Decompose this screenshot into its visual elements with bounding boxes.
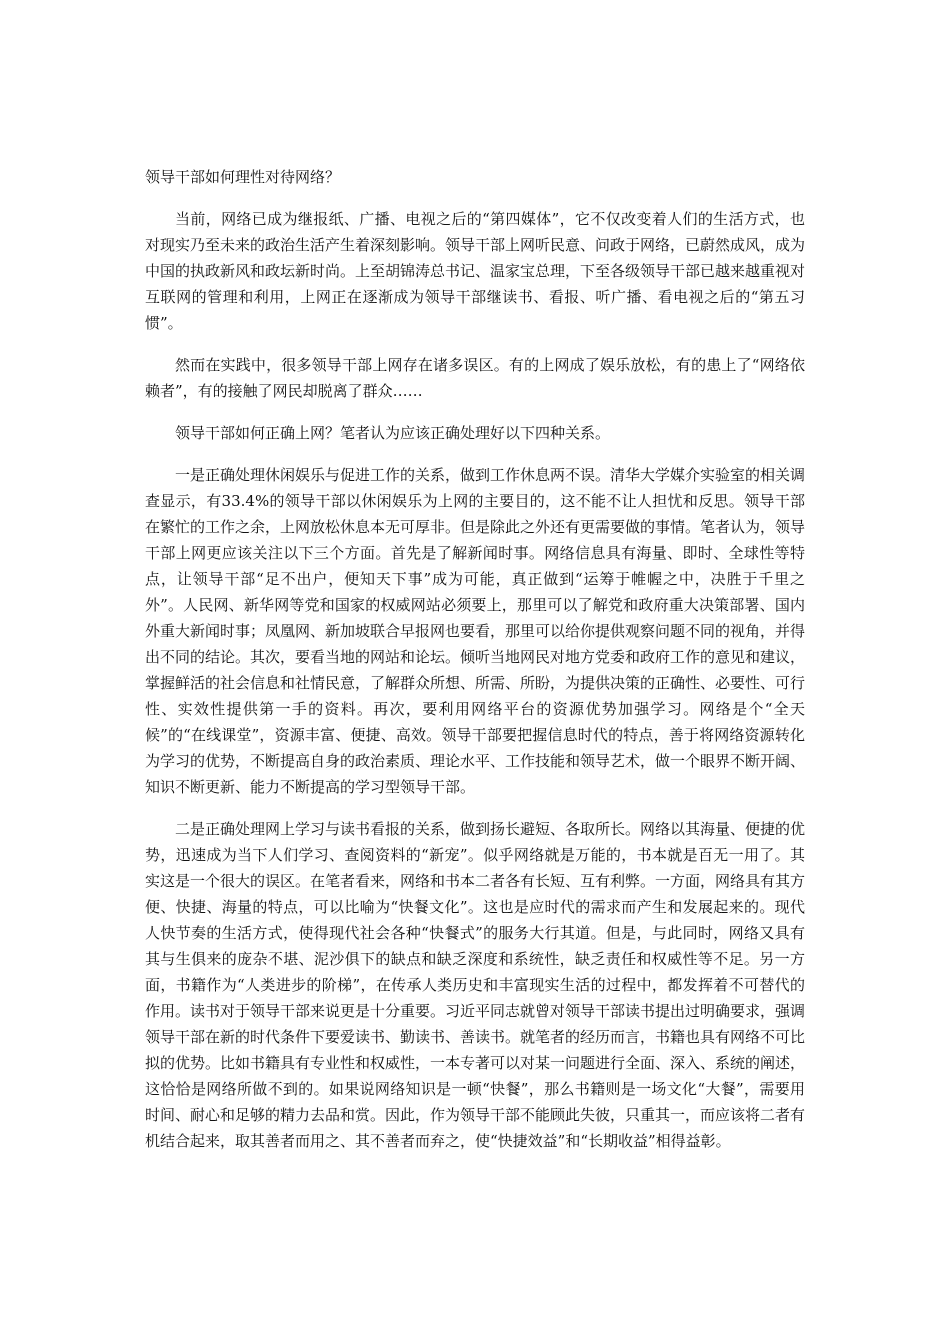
paragraph-intro: 当前，网络已成为继报纸、广播、电视之后的“第四媒体”，它不仅改变着人们的生活方式，也对现实乃至未来的政治生活产生着深刻影响。领导干部上网听民意、问政于网络，已蔚然成风，成为中国的执政新风和政坛新时尚。上至胡锦涛总书记、温家宝总理，下至各级领导干部已越来越重视对互联网的管理和利用，上网正在逐渐成为领导干部继读书、看报、听广播、看电视之后的“第五习惯”。 (145, 210, 806, 332)
paragraph-question: 领导干部如何正确上网？笔者认为应该正确处理好以下四种关系。 (175, 424, 611, 442)
paragraph-relation-one: 一是正确处理休闲娱乐与促进工作的关系，做到工作休息两不误。清华大学媒介实验室的相关调查显示，有33.4%的领导干部以休闲娱乐为上网的主要目的，这不能不让人担忧和反思。领导干部在繁忙的工作之余，上网放松休息本无可厚非。但是除此之外还有更需要做的事情。笔者认为，领导干部上网更应该关注以下三个方面。首先是了解新闻时事。网络信息具有海量、即时、全球性等特点，让领导干部“足不出户，便知天下事”成为可能，真正做到“运筹于帷幄之中，决胜于千里之外”。人民网、新华网等党和国家的权威网站必须要上，那里可以了解党和政府重大决策部署、国内外重大新闻时事；凤凰网、新加坡联合早报网也要看，那里可以给你提供观察问题不同的视角，并得出不同的结论。其次，要看当地的网站和论坛。倾听当地网民对地方党委和政府工作的意见和建议，掌握鲜活的社会信息和社情民意，了解群众所想、所需、所盼，为提供决策的正确性、必要性、可行性、实效性提供第一手的资料。再次，要利用网络平台的资源优势加强学习。网络是个“全天候”的“在线课堂”，资源丰富、便捷、高效。领导干部要把握信息时代的特点，善于将网络资源转化为学习的优势，不断提高自身的政治素质、理论水平、工作技能和领导艺术，做一个眼界不断开阔、知识不断更新、能力不断提高的学习型领导干部。 (145, 466, 806, 796)
document-title: 领导干部如何理性对待网络？ (145, 168, 341, 186)
paragraph-relation-two: 二是正确处理网上学习与读书看报的关系，做到扬长避短、各取所长。网络以其海量、便捷的优势，迅速成为当下人们学习、查阅资料的“新宠”。似乎网络就是万能的，书本就是百无一用了。其实这是一个很大的误区。在笔者看来，网络和书本二者各有长短、互有利弊。一方面，网络具有其方便、快捷、海量的特点，可以比喻为“快餐文化”。这也是应时代的需求而产生和发展起来的。现代人快节奏的生活方式，使得现代社会各种“快餐式”的服务大行其道。但是，与此同时，网络又具有其与生俱来的庞杂不堪、泥沙俱下的缺点和缺乏深度和系统性，缺乏责任和权威性等不足。另一方面，书籍作为“人类进步的阶梯”，在传承人类历史和丰富现实生活的过程中，都发挥着不可替代的作用。读书对于领导干部来说更是十分重要。习近平同志就曾对领导干部读书提出过明确要求，强调领导干部在新的时代条件下要爱读书、勤读书、善读书。就笔者的经历而言，书籍也具有网络不可比拟的优势。比如书籍具有专业性和权威性，一本专著可以对某一问题进行全面、深入、系统的阐述，这恰恰是网络所做不到的。如果说网络知识是一顿“快餐”，那么书籍则是一场文化“大餐”，需要用时间、耐心和足够的精力去品和赏。因此，作为领导干部不能顾此失彼，只重其一，而应该将二者有机结合起来，取其善者而用之、其不善者而弃之，使“快捷效益”和“长期收益”相得益彰。 (145, 820, 806, 1150)
document-body (145, 206, 805, 1170)
paragraph-misconceptions: 然而在实践中，很多领导干部上网存在诸多误区。有的上网成了娱乐放松，有的患上了“网络依赖者”，有的接触了网民却脱离了群众…… (145, 356, 805, 400)
